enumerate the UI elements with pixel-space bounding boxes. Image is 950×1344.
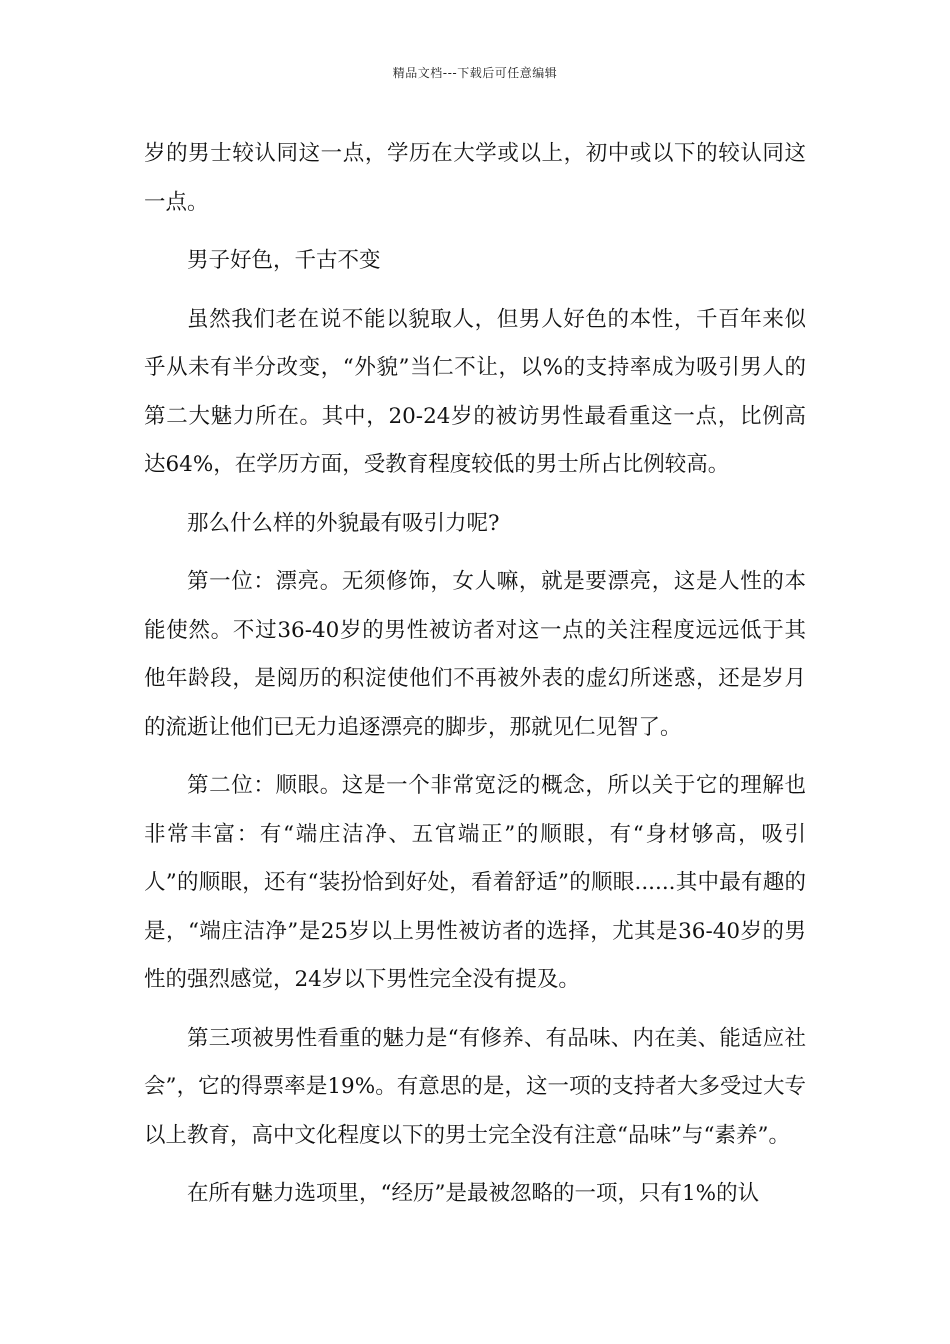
paragraph: 第三项被男性看重的魅力是“有修养、有品味、内在美、能适应社会”，它的得票率是19%。有意思的是，这一项的支持者大多受过大专以上教育，高中文化程度以下的男士完全没有注意“品味”与“素养”。 <box>144 1025 806 1148</box>
paragraph: 虽然我们老在说不能以貌取人，但男人好色的本性，千百年来似乎从未有半分改变，“外貌”当仁不让，以%的支持率成为吸引男人的第二大魅力所在。其中，20-24岁的被访男性最看重这一点，比例高达64%，在学历方面，受教育程度较低的男士所占比例较高。 <box>144 306 806 477</box>
paragraph: 在所有魅力选项里，“经历”是最被忽略的一项，只有1%的认 <box>187 1181 760 1206</box>
paragraph: 第一位：漂亮。无须修饰，女人嘛，就是要漂亮，这是人性的本能使然。不过36-40岁的男性被访者对这一点的关注程度远远低于其他年龄段，是阅历的积淀使他们不再被外表的虚幻所迷惑，还是岁月的流逝让他们已无力追逐漂亮的脚步，那就见仁见智了。 <box>144 569 806 740</box>
paragraph-continued: 岁的男士较认同这一点，学历在大学或以上，初中或以下的较认同这一点。 <box>144 141 806 215</box>
page-header: 精品文档---下载后可任意编辑 <box>392 66 558 80</box>
paragraph-question: 那么什么样的外貌最有吸引力呢? <box>187 510 500 536</box>
paragraph: 第二位：顺眼。这是一个非常宽泛的概念，所以关于它的理解也非常丰富：有“端庄洁净、五官端正”的顺眼，有“身材够高，吸引人”的顺眼，还有“装扮恰到好处，看着舒适”的顺眼......其中最有趣的是，“端庄洁净”是25岁以上男性被访者的选择，尤其是36-40岁的男性的强烈感觉，24岁以下男性完全没有提及。 <box>144 773 806 992</box>
document-body <box>144 130 806 1229</box>
section-heading: 男子好色，千古不变 <box>187 248 381 273</box>
